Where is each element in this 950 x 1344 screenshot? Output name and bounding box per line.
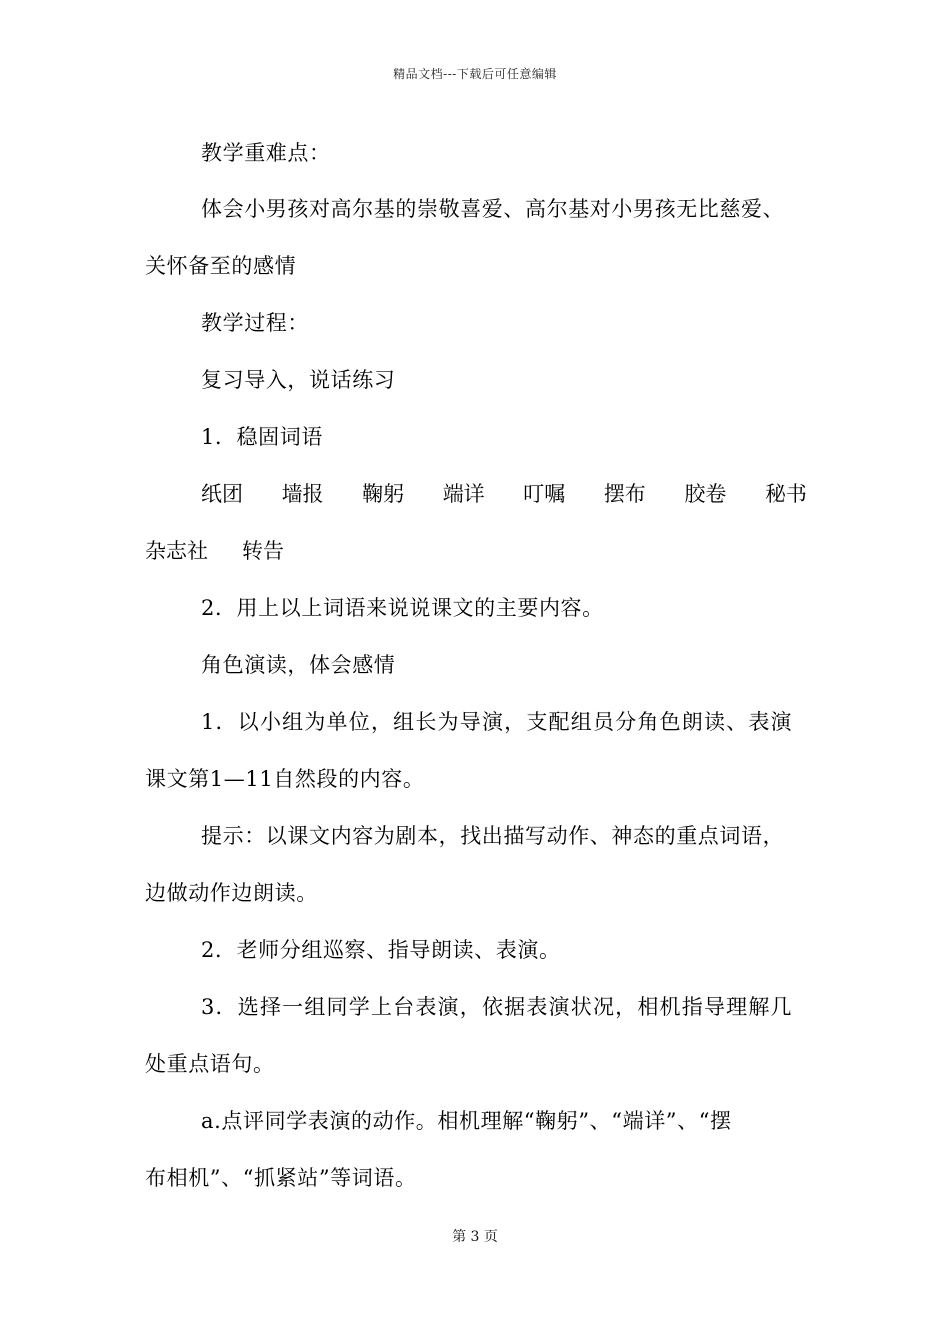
page-number: 第 3 页: [452, 1229, 498, 1245]
paragraph-line: 布相机”、“抓紧站”等词语。: [145, 1166, 417, 1190]
paragraph-line: 体会小男孩对高尔基的崇敬喜爱、高尔基对小男孩无比慈爱、: [201, 197, 785, 221]
vocabulary-word: 秘书: [764, 482, 807, 506]
vocabulary-word: 纸团: [201, 482, 243, 506]
paragraph-line: 课文第1—11自然段的内容。: [145, 767, 425, 791]
vocabulary-word: 端详: [442, 482, 485, 506]
vocabulary-word: 胶卷: [684, 482, 727, 506]
section-title: 角色演读，体会感情: [201, 653, 396, 677]
paragraph-line: 处重点语句。: [145, 1052, 275, 1076]
list-item: 1．以小组为单位，组长为导演，支配组员分角色朗读、表演: [201, 710, 793, 734]
vocabulary-word: 转告: [242, 539, 284, 563]
list-item: a.点评同学表演的动作。相机理解“鞠躬”、“端详”、“摆: [201, 1109, 732, 1133]
vocabulary-word: 墙报: [281, 482, 324, 506]
list-item: 3．选择一组同学上台表演，依据表演状况，相机指导理解几: [201, 995, 793, 1019]
vocabulary-row: [145, 536, 284, 566]
vocabulary-row: [201, 479, 807, 509]
vocabulary-word: 鞠躬: [362, 482, 405, 506]
paragraph-line: 边做动作边朗读。: [145, 881, 318, 905]
vocabulary-word: 叮嘱: [523, 482, 566, 506]
page-header: 精品文档---下载后可任意编辑: [393, 67, 557, 81]
section-title: 复习导入，说话练习: [201, 368, 396, 392]
paragraph-line: 提示：以课文内容为剧本，找出描写动作、神态的重点词语，: [201, 824, 785, 848]
list-item: 2．用上以上词语来说说课文的主要内容。: [201, 596, 604, 620]
list-item: 2．老师分组巡察、指导朗读、表演。: [201, 938, 561, 962]
vocabulary-word: 摆布: [603, 482, 646, 506]
list-item: 1．稳固词语: [201, 425, 323, 449]
vocabulary-word: 杂志社: [145, 539, 208, 563]
heading-key-points: 教学重难点：: [201, 141, 331, 165]
heading-teaching-process: 教学过程：: [201, 311, 309, 335]
paragraph-line: 关怀备至的感情: [145, 254, 297, 278]
